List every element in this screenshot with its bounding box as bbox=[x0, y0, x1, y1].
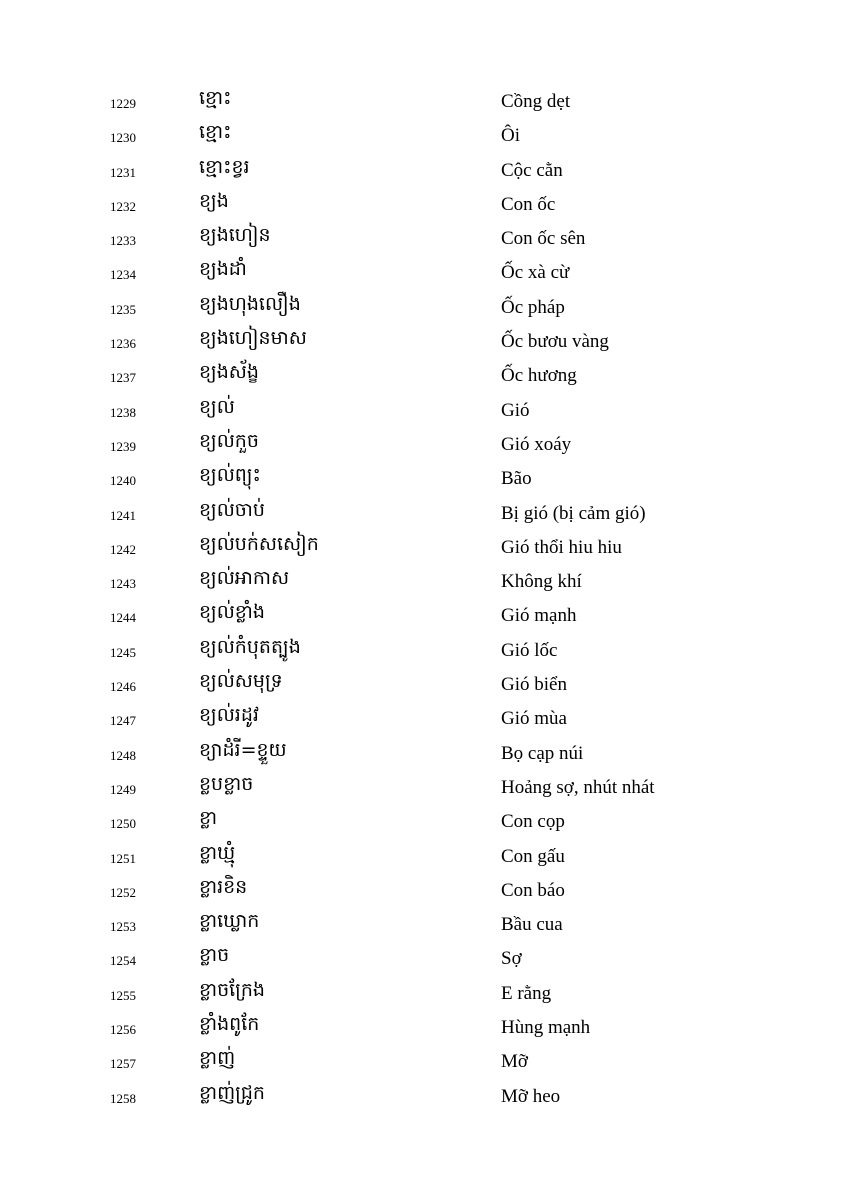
entry-number: 1236 bbox=[110, 336, 136, 352]
khmer-word: ខ្លាចក្រែង bbox=[199, 978, 265, 1001]
dictionary-entry bbox=[0, 873, 848, 907]
vietnamese-meaning: Con báo bbox=[501, 879, 565, 901]
khmer-word: ខ្យល់ចាប់ bbox=[199, 498, 265, 521]
khmer-word: ខ្មោះ bbox=[199, 121, 232, 144]
khmer-word: ខ្យាដំរី=ខ្ទួយ bbox=[199, 738, 287, 761]
vietnamese-meaning: Ốc hương bbox=[501, 365, 577, 387]
dictionary-entry bbox=[0, 118, 848, 152]
dictionary-entry bbox=[0, 496, 848, 530]
dictionary-entry bbox=[0, 701, 848, 735]
vietnamese-meaning: Bầu cua bbox=[501, 914, 563, 936]
entry-number: 1247 bbox=[110, 713, 136, 729]
dictionary-entry bbox=[0, 255, 848, 289]
entry-number: 1237 bbox=[110, 370, 136, 386]
vietnamese-meaning: Hoảng sợ, nhút nhát bbox=[501, 776, 655, 798]
vietnamese-meaning: Bọ cạp núi bbox=[501, 742, 584, 764]
vietnamese-meaning: Gió lốc bbox=[501, 639, 558, 661]
dictionary-entry bbox=[0, 598, 848, 632]
khmer-word: ខ្លា bbox=[199, 807, 218, 830]
vietnamese-meaning: Con ốc bbox=[501, 193, 556, 215]
khmer-word: ខ្លាញ់ជ្រូក bbox=[199, 1081, 265, 1104]
dictionary-entry bbox=[0, 427, 848, 461]
khmer-word: ខ្យល់ខ្លាំង bbox=[199, 601, 265, 624]
dictionary-entry bbox=[0, 461, 848, 495]
dictionary-entry bbox=[0, 1079, 848, 1113]
entry-number: 1241 bbox=[110, 507, 136, 523]
dictionary-entry bbox=[0, 358, 848, 392]
entry-number: 1243 bbox=[110, 576, 136, 592]
khmer-word: ខ្យល់សមុទ្រ bbox=[199, 670, 283, 693]
khmer-word: ខ្យងហុងលឿង bbox=[199, 292, 301, 315]
vietnamese-meaning: Hùng mạnh bbox=[501, 1017, 591, 1039]
khmer-word: ខ្លាច bbox=[199, 944, 230, 967]
dictionary-entry bbox=[0, 153, 848, 187]
khmer-word: ខ្យល់រដូវ bbox=[199, 704, 259, 727]
entry-number: 1246 bbox=[110, 679, 136, 695]
vietnamese-meaning: Ốc xà cừ bbox=[501, 262, 570, 284]
vietnamese-meaning: Mỡ heo bbox=[501, 1085, 561, 1107]
dictionary-entry bbox=[0, 804, 848, 838]
khmer-word: ខ្មោះខ្វរ bbox=[199, 155, 250, 178]
dictionary-entry bbox=[0, 530, 848, 564]
entry-number: 1238 bbox=[110, 404, 136, 420]
entry-number: 1257 bbox=[110, 1056, 136, 1072]
vietnamese-meaning: Con ốc sên bbox=[501, 228, 586, 250]
dictionary-entry bbox=[0, 564, 848, 598]
khmer-word: ខ្យង bbox=[199, 189, 229, 212]
dictionary-entry bbox=[0, 907, 848, 941]
entry-number: 1239 bbox=[110, 438, 136, 454]
dictionary-entry bbox=[0, 84, 848, 118]
entry-number: 1250 bbox=[110, 816, 136, 832]
dictionary-entries bbox=[0, 84, 848, 1113]
khmer-word: ខ្លាឃ្លោក bbox=[199, 910, 260, 933]
vietnamese-meaning: Không khí bbox=[501, 571, 582, 593]
entry-number: 1229 bbox=[110, 96, 136, 111]
khmer-word: ខ្យល់បក់សសៀក bbox=[199, 532, 319, 555]
khmer-word: ខ្យល់ bbox=[199, 395, 235, 418]
khmer-word: ខ្លាញ់ bbox=[199, 1047, 236, 1070]
entry-number: 1248 bbox=[110, 747, 136, 763]
vietnamese-meaning: Cộc cằn bbox=[501, 159, 563, 181]
entry-number: 1252 bbox=[110, 884, 136, 900]
vietnamese-meaning: Ốc pháp bbox=[501, 296, 565, 318]
khmer-word: ខ្លាំងពូកែ bbox=[199, 1013, 260, 1036]
entry-number: 1231 bbox=[110, 164, 136, 180]
khmer-word: ខ្យល់ព្យុះ bbox=[199, 464, 261, 487]
entry-number: 1230 bbox=[110, 130, 136, 146]
entry-number: 1235 bbox=[110, 301, 136, 317]
khmer-word: ខ្មោះ bbox=[199, 87, 232, 109]
khmer-word: ខ្យល់កួច bbox=[199, 429, 259, 452]
dictionary-entry bbox=[0, 736, 848, 770]
dictionary-entry bbox=[0, 187, 848, 221]
entry-number: 1242 bbox=[110, 541, 136, 557]
vietnamese-meaning: Gió bbox=[501, 399, 530, 421]
vietnamese-meaning: Ốc bươu vàng bbox=[501, 331, 609, 353]
vietnamese-meaning: E rằng bbox=[501, 982, 552, 1004]
vietnamese-meaning: Sợ bbox=[501, 948, 522, 970]
dictionary-entry bbox=[0, 839, 848, 873]
vietnamese-meaning: Bị gió (bị cảm gió) bbox=[501, 502, 646, 524]
vietnamese-meaning: Ôi bbox=[501, 125, 520, 147]
dictionary-entry bbox=[0, 941, 848, 975]
entry-number: 1244 bbox=[110, 610, 136, 626]
khmer-word: ខ្យល់កំបុតត្បូង bbox=[199, 635, 301, 658]
entry-number: 1245 bbox=[110, 644, 136, 660]
dictionary-entry bbox=[0, 324, 848, 358]
vietnamese-meaning: Bão bbox=[501, 468, 532, 490]
dictionary-entry bbox=[0, 393, 848, 427]
vietnamese-meaning: Gió mùa bbox=[501, 708, 567, 730]
entry-number: 1256 bbox=[110, 1022, 136, 1038]
vietnamese-meaning: Gió xoáy bbox=[501, 433, 572, 455]
vietnamese-meaning: Con cọp bbox=[501, 811, 565, 833]
entry-number: 1233 bbox=[110, 233, 136, 249]
entry-number: 1232 bbox=[110, 198, 136, 214]
vietnamese-meaning: Mỡ bbox=[501, 1051, 528, 1073]
entry-number: 1251 bbox=[110, 850, 136, 866]
dictionary-entry bbox=[0, 667, 848, 701]
khmer-word: ខ្លារខិន bbox=[199, 875, 248, 898]
vietnamese-meaning: Gió thổi hiu hiu bbox=[501, 536, 622, 558]
vietnamese-meaning: Cồng dẹt bbox=[501, 91, 571, 112]
entry-number: 1254 bbox=[110, 953, 136, 969]
dictionary-entry bbox=[0, 1010, 848, 1044]
dictionary-entry bbox=[0, 770, 848, 804]
dictionary-entry bbox=[0, 633, 848, 667]
khmer-word: ខ្លាឃ្មុំ bbox=[199, 841, 236, 864]
dictionary-entry bbox=[0, 221, 848, 255]
vietnamese-meaning: Gió mạnh bbox=[501, 605, 577, 627]
khmer-word: ខ្លបខ្លាច bbox=[199, 772, 254, 795]
khmer-word: ខ្យល់អាកាស bbox=[199, 567, 290, 590]
entry-number: 1255 bbox=[110, 987, 136, 1003]
dictionary-entry bbox=[0, 1044, 848, 1078]
entry-number: 1258 bbox=[110, 1090, 136, 1106]
khmer-word: ខ្យងស័ង្ខ bbox=[199, 361, 259, 384]
entry-number: 1240 bbox=[110, 473, 136, 489]
khmer-word: ខ្យងហៀនមាស bbox=[199, 327, 307, 350]
vietnamese-meaning: Con gấu bbox=[501, 845, 565, 867]
dictionary-entry bbox=[0, 290, 848, 324]
entry-number: 1249 bbox=[110, 781, 136, 797]
entry-number: 1234 bbox=[110, 267, 136, 283]
khmer-word: ខ្យងដាំ bbox=[199, 258, 247, 281]
khmer-word: ខ្យងហៀន bbox=[199, 224, 271, 247]
entry-number: 1253 bbox=[110, 919, 136, 935]
vietnamese-meaning: Gió biển bbox=[501, 674, 567, 696]
dictionary-entry bbox=[0, 976, 848, 1010]
